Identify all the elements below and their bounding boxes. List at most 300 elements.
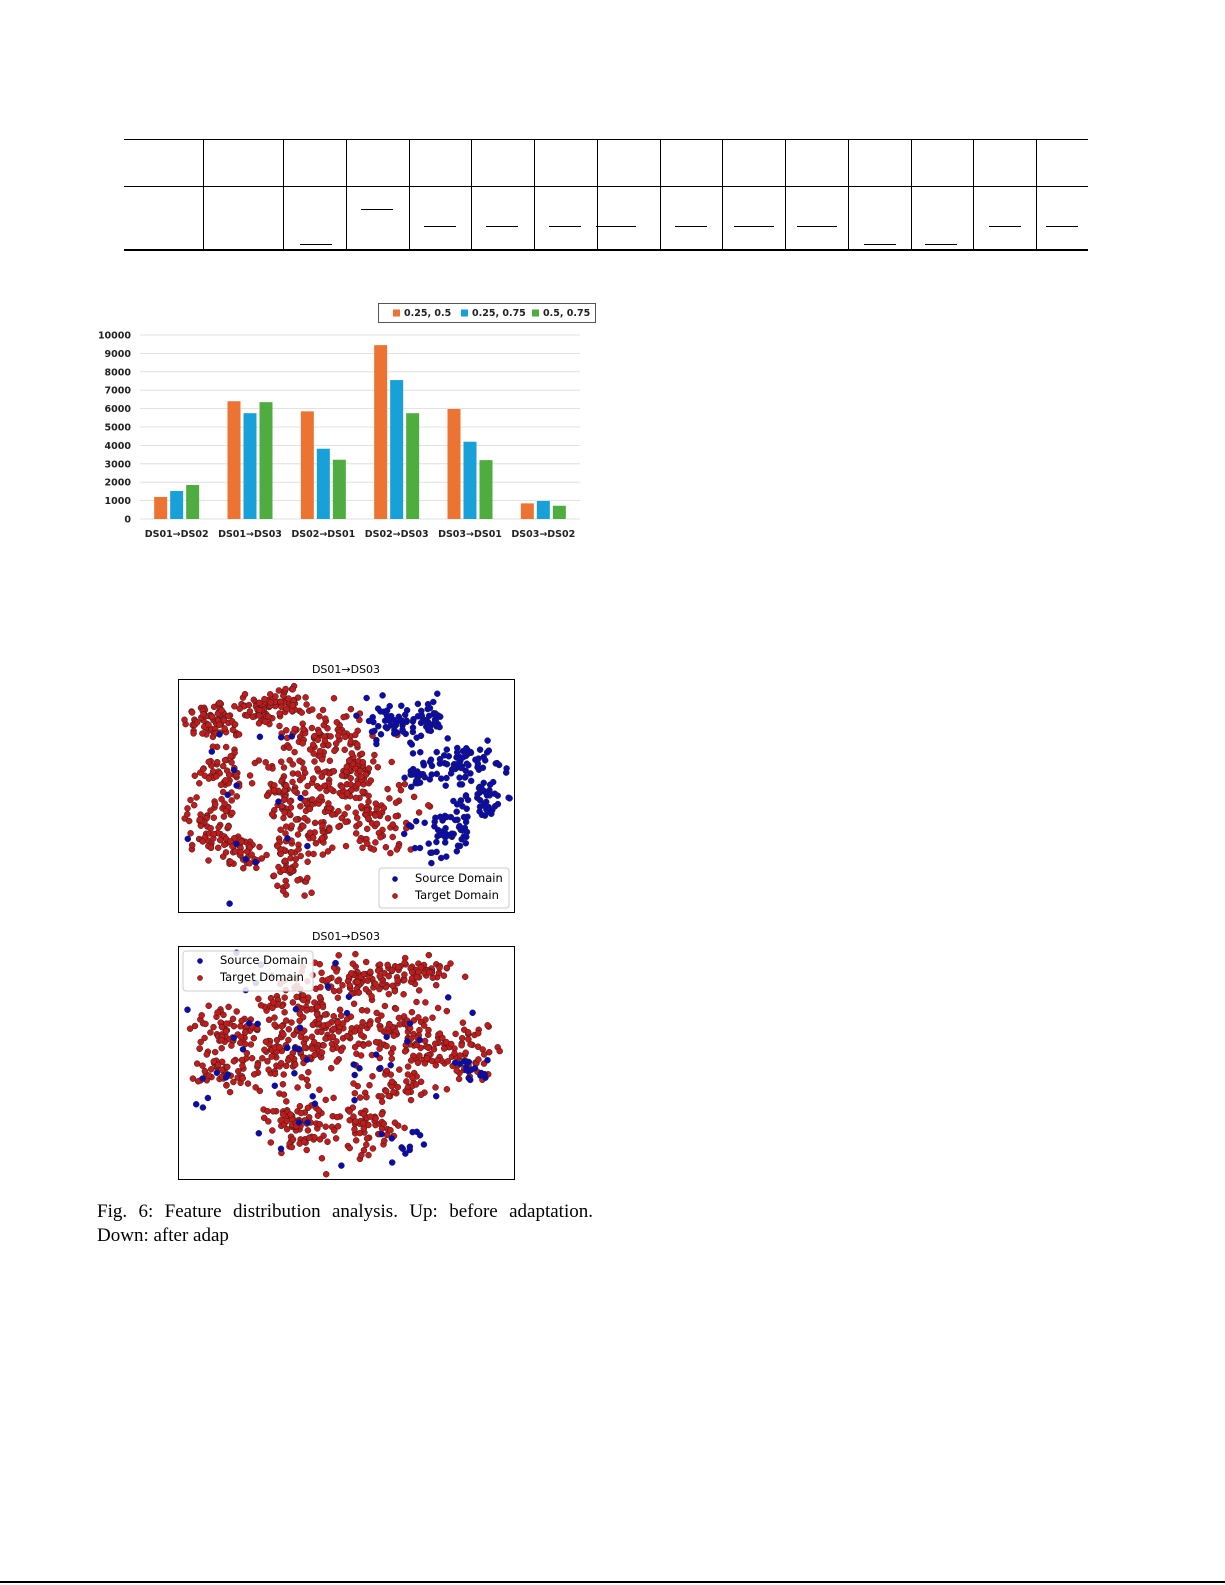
target-point <box>385 786 391 792</box>
source-point <box>338 1163 344 1169</box>
target-point <box>364 1094 370 1100</box>
target-point <box>292 749 298 755</box>
target-point <box>331 1013 337 1019</box>
source-point <box>257 734 263 740</box>
target-point <box>206 858 212 864</box>
target-point <box>309 725 315 731</box>
bar <box>317 449 330 519</box>
source-point <box>455 843 461 849</box>
source-point <box>223 1074 229 1080</box>
target-point <box>402 1048 408 1054</box>
target-point <box>319 1155 325 1161</box>
source-point <box>410 750 416 756</box>
source-point <box>205 1095 211 1101</box>
target-point <box>300 823 306 829</box>
target-point <box>244 849 250 855</box>
y-tick-label: 7000 <box>104 385 131 397</box>
target-point <box>239 1063 245 1069</box>
target-point <box>381 805 387 811</box>
source-point <box>415 713 421 719</box>
table-underline-mark <box>549 226 581 227</box>
target-point <box>285 1037 291 1043</box>
target-point <box>290 686 296 692</box>
source-point <box>485 1057 491 1063</box>
source-point <box>440 818 446 824</box>
target-point <box>393 813 399 819</box>
target-point <box>363 986 369 992</box>
source-point <box>486 787 492 793</box>
target-point <box>338 1013 344 1019</box>
target-point <box>335 733 341 739</box>
target-point <box>232 721 238 727</box>
source-point <box>421 1142 427 1148</box>
source-point <box>492 791 498 797</box>
target-point <box>392 1120 398 1126</box>
source-point <box>402 775 408 781</box>
target-point <box>424 1055 430 1061</box>
source-point <box>472 757 478 763</box>
target-point <box>355 781 361 787</box>
target-point <box>277 723 283 729</box>
target-point <box>312 1052 318 1058</box>
target-point <box>295 1085 301 1091</box>
target-point <box>268 1140 274 1146</box>
target-point <box>300 726 306 732</box>
target-point <box>372 981 378 987</box>
target-point <box>191 802 197 808</box>
target-point <box>282 810 288 816</box>
target-point <box>333 741 339 747</box>
target-point <box>219 1045 225 1051</box>
target-point <box>302 893 308 899</box>
target-point <box>283 783 289 789</box>
table-underline-mark <box>596 226 636 227</box>
target-point <box>263 1039 269 1045</box>
target-point <box>345 805 351 811</box>
target-point <box>379 1111 385 1117</box>
source-point <box>383 724 389 730</box>
target-point <box>249 780 255 786</box>
target-point <box>208 1066 214 1072</box>
source-point <box>312 1101 318 1107</box>
target-point <box>261 1047 267 1053</box>
target-point <box>295 877 301 883</box>
target-point <box>327 827 333 833</box>
source-point <box>333 960 339 966</box>
target-point <box>405 1089 411 1095</box>
target-point <box>279 1023 285 1029</box>
target-point <box>276 688 282 694</box>
source-point <box>441 752 447 758</box>
target-point <box>395 1084 401 1090</box>
target-point <box>329 812 335 818</box>
target-point <box>409 1009 415 1015</box>
bar <box>480 460 493 519</box>
source-point <box>297 1025 303 1031</box>
source-point <box>445 735 451 741</box>
target-point <box>352 1028 358 1034</box>
target-point <box>381 1138 387 1144</box>
target-point <box>422 999 428 1005</box>
source-point <box>504 765 510 771</box>
x-tick-label: DS01→DS03 <box>218 529 282 540</box>
bar <box>186 485 199 519</box>
target-point <box>358 1152 364 1158</box>
target-point <box>304 1007 310 1013</box>
source-point <box>253 859 259 865</box>
target-point <box>305 1127 311 1133</box>
target-point <box>386 991 392 997</box>
target-point <box>317 1136 323 1142</box>
target-point <box>366 765 372 771</box>
table-column-rule <box>848 139 849 249</box>
source-point <box>477 808 483 814</box>
target-point <box>305 1083 311 1089</box>
target-point <box>307 747 313 753</box>
source-point <box>454 848 460 854</box>
chart-grid <box>140 335 580 519</box>
source-point <box>464 806 470 812</box>
target-point <box>485 1022 491 1028</box>
source-point <box>379 1131 385 1137</box>
target-point <box>378 834 384 840</box>
source-point <box>234 783 240 789</box>
target-point <box>386 795 392 801</box>
target-point <box>298 1034 304 1040</box>
target-point <box>334 1059 340 1065</box>
target-point <box>266 1067 272 1073</box>
target-point <box>409 969 415 975</box>
target-point <box>302 790 308 796</box>
source-point <box>408 784 414 790</box>
target-point <box>342 747 348 753</box>
target-point <box>287 799 293 805</box>
target-point <box>304 1147 310 1153</box>
target-point <box>352 732 358 738</box>
table-column-rule <box>1036 139 1037 249</box>
target-point <box>237 1023 243 1029</box>
x-axis-ticks <box>145 529 576 540</box>
source-point <box>435 721 441 727</box>
source-point <box>456 753 462 759</box>
source-point <box>444 747 450 753</box>
target-point <box>318 984 324 990</box>
target-point <box>327 758 333 764</box>
source-point <box>388 1062 394 1068</box>
target-point <box>208 845 214 851</box>
target-point <box>292 1062 298 1068</box>
target-point <box>389 967 395 973</box>
source-point <box>422 820 428 826</box>
table-underline-mark <box>1046 226 1078 227</box>
target-point <box>329 845 335 851</box>
target-point <box>265 1118 271 1124</box>
target-point <box>312 733 318 739</box>
target-point <box>366 1041 372 1047</box>
target-point <box>343 843 349 849</box>
target-point <box>435 1005 441 1011</box>
bar-chart <box>95 300 605 550</box>
target-point <box>248 1042 254 1048</box>
table-column-rule <box>597 139 598 249</box>
source-point <box>434 771 440 777</box>
legend-label: 0.5, 0.75 <box>543 308 591 319</box>
target-point <box>331 748 337 754</box>
target-point <box>396 782 402 788</box>
target-point <box>264 793 270 799</box>
target-point <box>377 973 383 979</box>
target-point <box>285 1057 291 1063</box>
target-point <box>457 1053 463 1059</box>
target-point <box>269 1128 275 1134</box>
target-point <box>227 1089 233 1095</box>
target-point <box>234 1009 240 1015</box>
target-point <box>331 988 337 994</box>
target-point <box>281 765 287 771</box>
target-point <box>333 1135 339 1141</box>
target-point <box>289 1144 295 1150</box>
source-point <box>444 775 450 781</box>
target-point <box>262 719 268 725</box>
target-point <box>414 999 420 1005</box>
target-point <box>391 1033 397 1039</box>
target-point <box>242 691 248 697</box>
target-point <box>281 1072 287 1078</box>
source-point <box>401 831 407 837</box>
target-point <box>340 982 346 988</box>
target-point <box>300 721 306 727</box>
source-point <box>225 792 231 798</box>
target-point <box>316 1107 322 1113</box>
target-point <box>196 780 202 786</box>
target-point <box>389 1079 395 1085</box>
source-point <box>455 764 461 770</box>
target-point <box>328 1065 334 1071</box>
source-point <box>389 1135 395 1141</box>
target-point <box>358 1053 364 1059</box>
target-point <box>357 838 363 844</box>
table-column-rule <box>346 139 347 249</box>
target-point <box>358 803 364 809</box>
target-point <box>426 1045 432 1051</box>
target-point <box>282 858 288 864</box>
source-point <box>278 1146 284 1152</box>
target-point <box>433 1084 439 1090</box>
target-point <box>220 763 226 769</box>
target-point <box>200 1063 206 1069</box>
target-point <box>371 752 377 758</box>
source-point <box>217 731 223 737</box>
target-point <box>355 979 361 985</box>
target-point <box>194 1061 200 1067</box>
legend-source-label: Source Domain <box>220 953 308 967</box>
target-point <box>208 825 214 831</box>
source-point <box>425 727 431 733</box>
target-point <box>344 1016 350 1022</box>
target-point <box>402 1125 408 1131</box>
source-point <box>468 778 474 784</box>
target-point <box>247 708 253 714</box>
target-point <box>301 1139 307 1145</box>
target-point <box>219 707 225 713</box>
source-point <box>293 1006 299 1012</box>
target-point <box>212 801 218 807</box>
target-point <box>342 734 348 740</box>
target-point <box>335 995 341 1001</box>
table-underline-mark <box>989 226 1021 227</box>
source-point <box>410 729 416 735</box>
target-point <box>268 699 274 705</box>
target-point <box>444 1086 450 1092</box>
table-column-rule <box>785 139 786 249</box>
target-point <box>335 1019 341 1025</box>
source-point <box>495 801 501 807</box>
target-point <box>379 1099 385 1105</box>
target-point <box>384 1068 390 1074</box>
target-point <box>214 759 220 765</box>
target-point <box>247 773 253 779</box>
source-point <box>418 771 424 777</box>
source-point <box>246 1020 252 1026</box>
target-point <box>335 978 341 984</box>
source-point <box>482 757 488 763</box>
source-point <box>438 776 444 782</box>
target-point <box>416 987 422 993</box>
source-point <box>240 1046 246 1052</box>
tsne-before-title: DS01→DS03 <box>311 663 381 676</box>
target-point <box>366 1152 372 1158</box>
target-point <box>448 961 454 967</box>
legend-swatch <box>532 310 539 317</box>
bar <box>374 345 387 519</box>
source-point <box>465 762 471 768</box>
target-point <box>223 808 229 814</box>
target-point <box>396 1067 402 1073</box>
target-point <box>425 802 431 808</box>
source-point <box>452 1060 458 1066</box>
source-point <box>357 1065 363 1071</box>
target-point <box>402 781 408 787</box>
target-point <box>363 959 369 965</box>
table-underline-mark <box>424 226 456 227</box>
target-point <box>282 995 288 1001</box>
target-point <box>409 1075 415 1081</box>
target-point <box>382 1003 388 1009</box>
target-point <box>199 1012 205 1018</box>
target-point <box>356 821 362 827</box>
target-point <box>354 742 360 748</box>
tsne-after-plot <box>170 927 530 1187</box>
table-column-rule <box>660 139 661 249</box>
target-point <box>371 847 377 853</box>
target-point <box>277 710 283 716</box>
target-point <box>239 1018 245 1024</box>
source-point <box>463 840 469 846</box>
source-point <box>200 1076 206 1082</box>
source-point <box>496 762 502 768</box>
target-point <box>228 753 234 759</box>
target-point <box>311 1039 317 1045</box>
target-point <box>368 778 374 784</box>
y-tick-label: 0 <box>124 514 131 526</box>
target-point <box>264 852 270 858</box>
target-point <box>360 789 366 795</box>
target-point <box>293 817 299 823</box>
source-point <box>377 1065 383 1071</box>
caption-line-1: Fig. 6: Feature distribution analysis. Up: before adaptation. <box>97 1201 593 1222</box>
source-point <box>434 691 440 697</box>
target-point <box>287 866 293 872</box>
target-point <box>348 775 354 781</box>
target-point <box>312 820 318 826</box>
x-tick-label: DS03→DS01 <box>438 529 502 540</box>
y-tick-label: 3000 <box>104 459 131 471</box>
target-point <box>307 830 313 836</box>
target-point <box>328 733 334 739</box>
table-underline-mark <box>925 244 957 245</box>
target-point <box>272 1022 278 1028</box>
source-point <box>373 741 379 747</box>
y-tick-label: 2000 <box>104 477 131 489</box>
target-point <box>411 794 417 800</box>
target-point <box>217 837 223 843</box>
target-point <box>364 1136 370 1142</box>
source-point <box>454 809 460 815</box>
source-point <box>413 818 419 824</box>
target-point <box>211 831 217 837</box>
target-point <box>311 851 317 857</box>
source-point <box>200 1105 206 1111</box>
target-point <box>304 702 310 708</box>
target-point <box>236 731 242 737</box>
source-point <box>304 843 310 849</box>
y-tick-label: 4000 <box>104 440 131 452</box>
target-point <box>383 1088 389 1094</box>
target-point <box>465 1036 471 1042</box>
target-point <box>394 847 400 853</box>
target-point <box>403 1078 409 1084</box>
target-point <box>326 976 332 982</box>
caption-line-2: Down: after adap <box>97 1225 229 1246</box>
source-point <box>305 1120 311 1126</box>
target-point <box>223 849 229 855</box>
target-point <box>325 800 331 806</box>
target-point <box>462 974 468 980</box>
target-point <box>393 1006 399 1012</box>
source-point <box>353 713 359 719</box>
source-point <box>467 770 473 776</box>
target-point <box>408 1058 414 1064</box>
target-point <box>357 768 363 774</box>
source-point <box>443 783 449 789</box>
target-point <box>316 713 322 719</box>
target-point <box>321 1042 327 1048</box>
source-point <box>243 856 249 862</box>
target-point <box>305 859 311 865</box>
target-point <box>356 990 362 996</box>
table-mid-rule <box>124 186 1088 187</box>
source-point <box>369 729 375 735</box>
target-point <box>235 1068 241 1074</box>
target-point <box>378 1026 384 1032</box>
target-point <box>318 794 324 800</box>
target-point <box>265 713 271 719</box>
source-point <box>478 785 484 791</box>
bar <box>301 411 314 519</box>
target-point <box>251 1071 257 1077</box>
target-point <box>256 700 262 706</box>
bars <box>154 345 566 519</box>
